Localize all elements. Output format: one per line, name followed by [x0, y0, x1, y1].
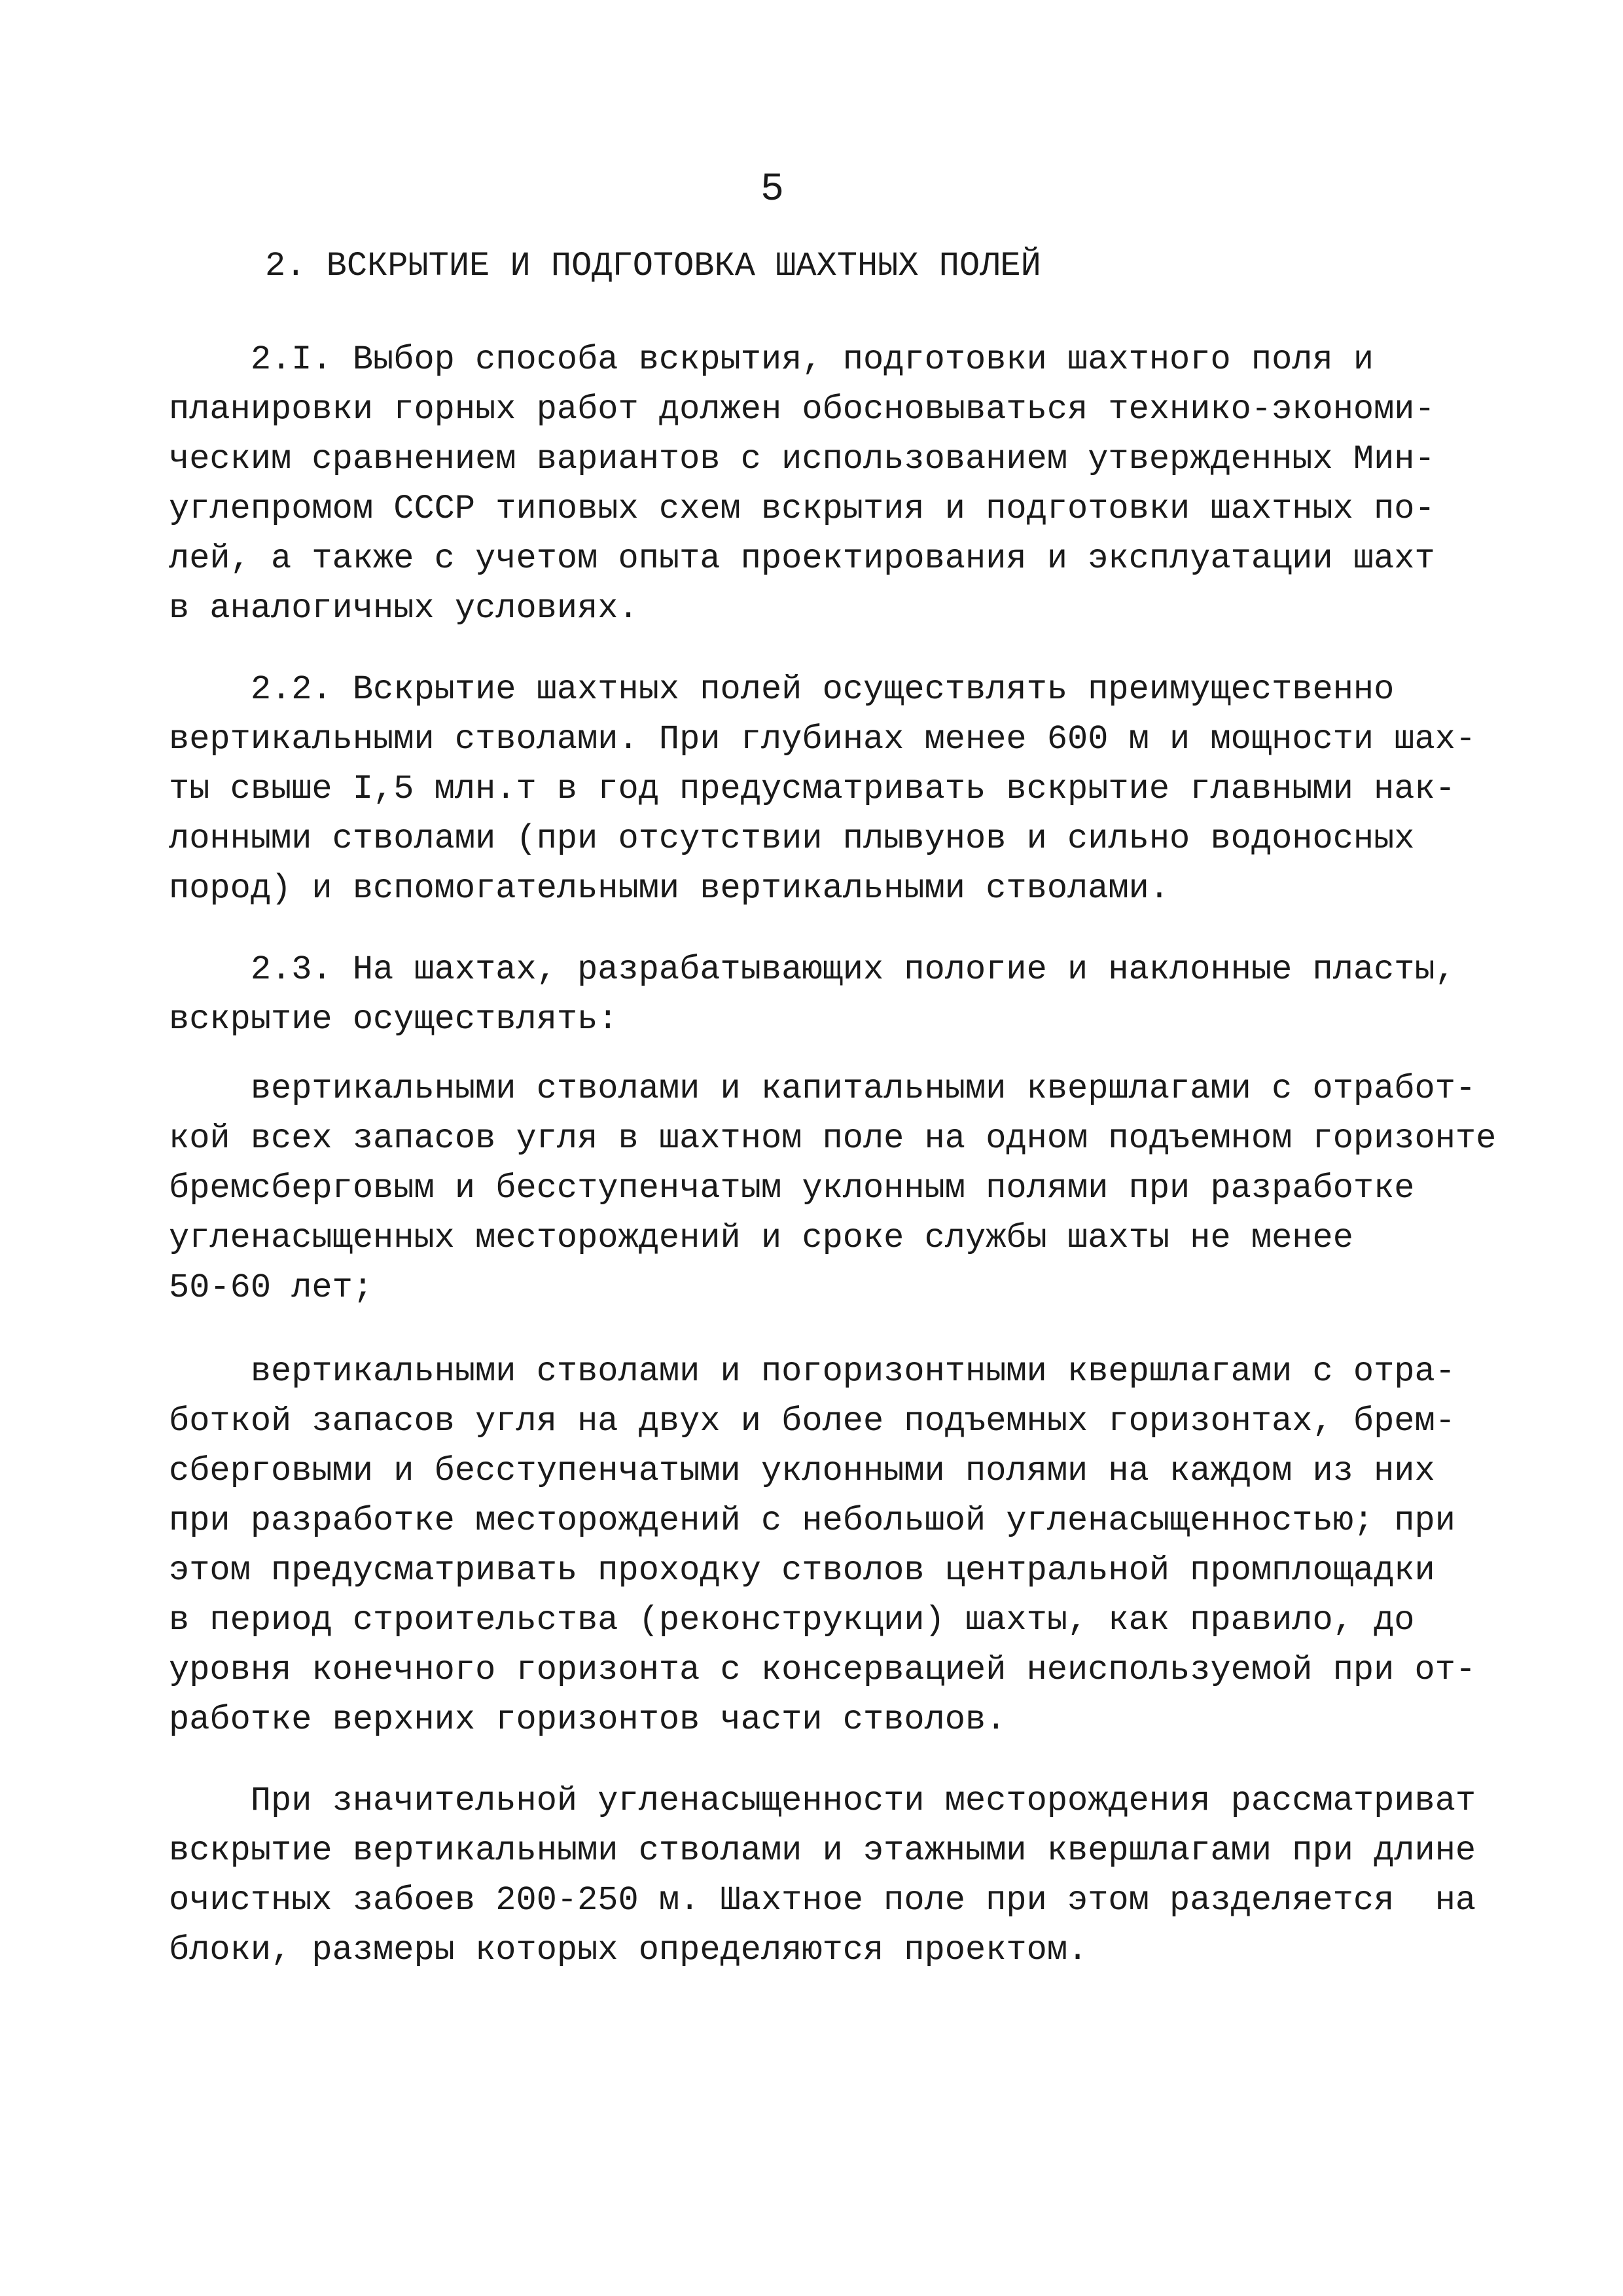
text-line: лей, а также с учетом опыта проектирования и эксплуатации шахт: [169, 539, 1435, 578]
text-line: вертикальными стволами и погоризонтными квершлагами с отра-: [169, 1352, 1455, 1391]
page-number: 5: [760, 168, 784, 212]
text-line: ты свыше I,5 млн.т в год предусматривать вскрытие главными нак-: [169, 770, 1455, 808]
text-line: 50-60 лет;: [169, 1268, 374, 1307]
text-line: лонными стволами (при отсутствии плывунов и сильно водоносных: [169, 819, 1415, 858]
text-line: вертикальными стволами и капитальными квершлагами с отработ-: [169, 1069, 1476, 1108]
text-line: вертикальными стволами. При глубинах менее 600 м и мощности шах-: [169, 720, 1476, 759]
text-line: углепромом СССР типовых схем вскрытия и подготовки шахтных по-: [169, 490, 1435, 528]
text-line: боткой запасов угля на двух и более подъемных горизонтах, брем-: [169, 1402, 1455, 1441]
text-line: кой всех запасов угля в шахтном поле на одном подъемном горизонте: [169, 1119, 1497, 1158]
text-line: угленасыщенных месторождений и сроке службы шахты не менее: [169, 1219, 1353, 1257]
text-line: сберговыми и бесступенчатыми уклонными полями на каждом из них: [169, 1452, 1435, 1490]
text-line: очистных забоев 200-250 м. Шахтное поле при этом разделяется на: [169, 1881, 1476, 1920]
text-line: 2.3. На шахтах, разрабатывающих пологие и наклонные пласты,: [169, 950, 1455, 989]
text-line: 2.2. Вскрытие шахтных полей осуществлять преимущественно: [169, 670, 1395, 709]
text-line: в период строительства (реконструкции) шахты, как правило, до: [169, 1601, 1415, 1640]
text-line: ческим сравнением вариантов с использованием утвержденных Мин-: [169, 440, 1435, 478]
text-line: работке верхних горизонтов части стволов.: [169, 1700, 1007, 1739]
text-line: пород) и вспомогательными вертикальными стволами.: [169, 869, 1170, 908]
text-line: вскрытие осуществлять:: [169, 1000, 618, 1039]
section-title: 2. ВСКРЫТИЕ И ПОДГОТОВКА ШАХТНЫХ ПОЛЕЙ: [265, 247, 1041, 285]
text-line: блоки, размеры которых определяются проектом.: [169, 1931, 1088, 1969]
text-line: вскрытие вертикальными стволами и этажными квершлагами при длине: [169, 1831, 1476, 1870]
text-line: 2.I. Выбор способа вскрытия, подготовки шахтного поля и: [169, 340, 1374, 379]
text-line: при разработке месторождений с небольшой угленасыщенностью; при: [169, 1501, 1455, 1540]
text-line: уровня конечного горизонта с консервацией неиспользуемой при от-: [169, 1651, 1476, 1689]
text-line: в аналогичных условиях.: [169, 589, 639, 628]
text-line: При значительной угленасыщенности месторождения рассматриват: [169, 1782, 1476, 1820]
text-line: планировки горных работ должен обосновываться технико-экономи-: [169, 390, 1435, 429]
text-line: бремсберговым и бесступенчатым уклонным полями при разработке: [169, 1169, 1415, 1208]
text-line: этом предусматривать проходку стволов центральной промплощадки: [169, 1551, 1435, 1590]
